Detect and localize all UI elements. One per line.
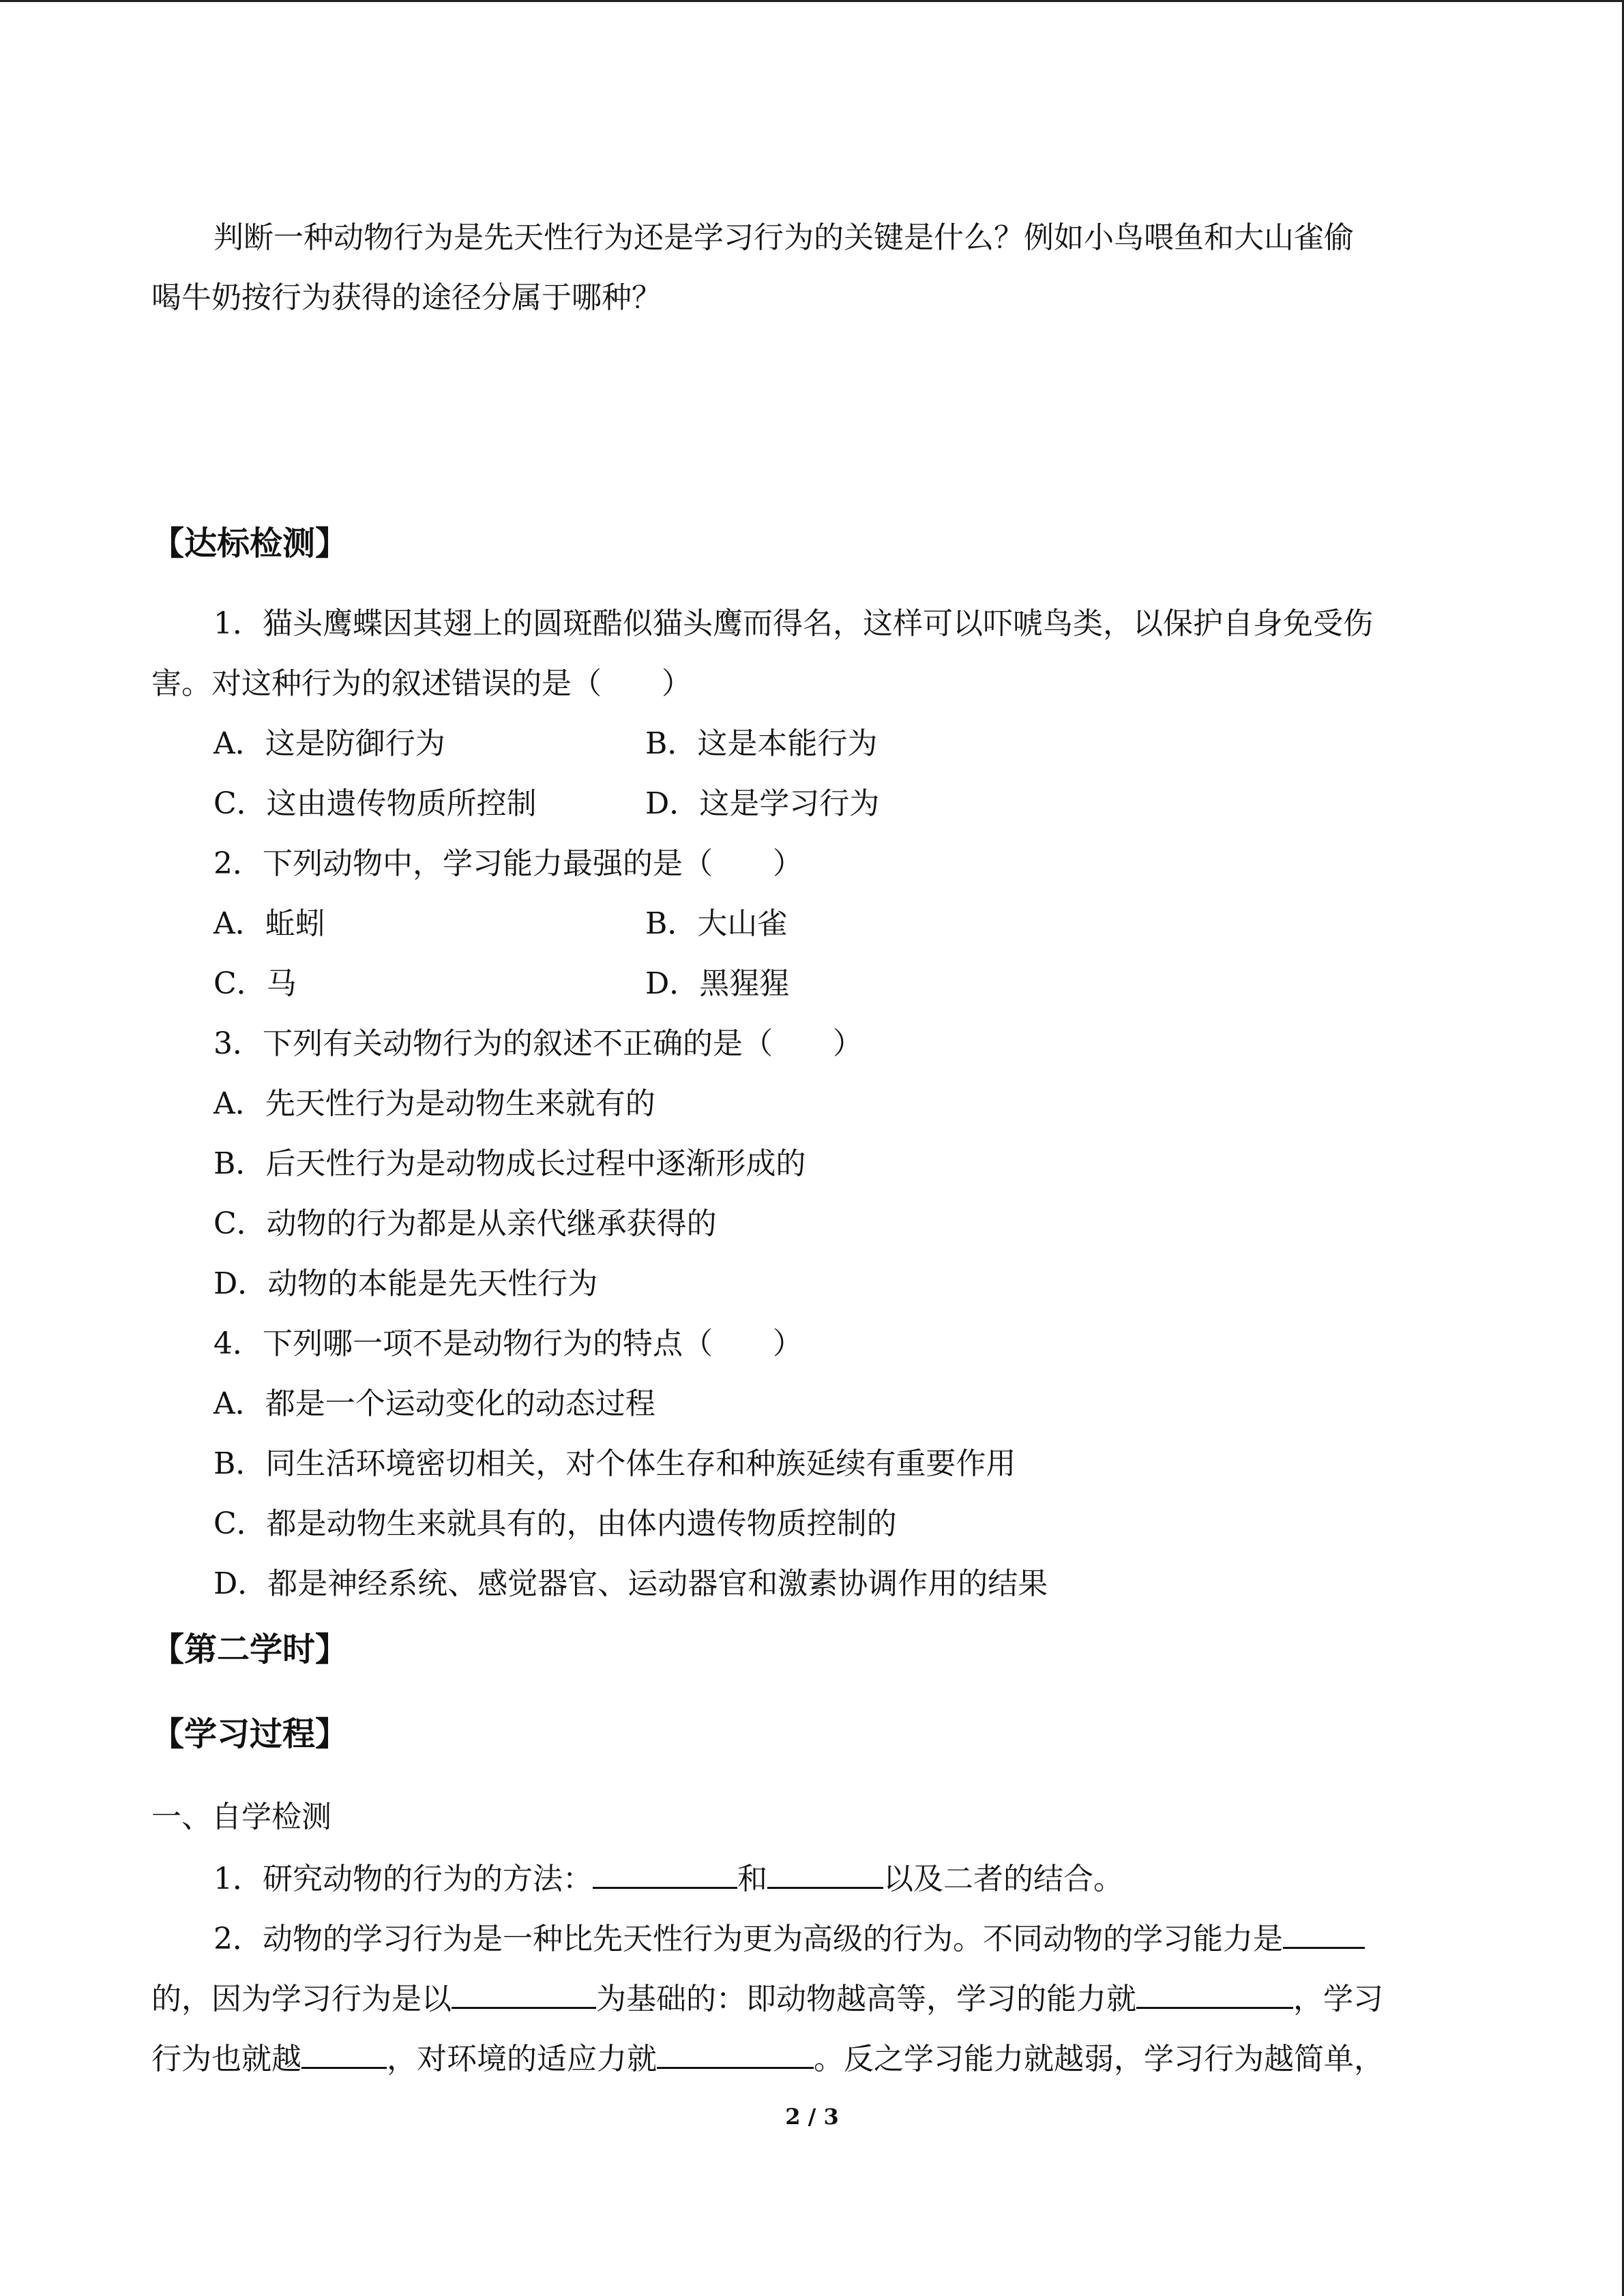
q2-option-c: C．马 (213, 966, 297, 1001)
q1-option-b: B．这是本能行为 (645, 726, 878, 761)
item2-line-1 (213, 1917, 1365, 1958)
page-number: 2 / 3 (785, 2104, 839, 2130)
item2-text-2c: ，学习 (1293, 1982, 1383, 2016)
q2-option-a: A．蚯蚓 (213, 906, 325, 941)
self-study-heading: 一、自学检测 (151, 1800, 331, 1834)
fill-blank[interactable] (593, 1857, 737, 1889)
q1-option-d: D．这是学习行为 (645, 786, 880, 821)
fill-blank[interactable] (452, 1977, 596, 2009)
fill-blank[interactable] (657, 2037, 814, 2069)
q4-option-b: B．同生活环境密切相关，对个体生存和种族延续有重要作用 (213, 1446, 1016, 1481)
q4-stem: 4．下列哪一项不是动物行为的特点（ ） (213, 1326, 803, 1361)
item2-text-2a: 的，因为学习行为是以 (151, 1982, 452, 2016)
item2-text-2b: 为基础的：即动物越高等，学习的能力就 (596, 1982, 1136, 2016)
q4-option-d: D．都是神经系统、感觉器官、运动器官和激素协调作用的结果 (213, 1566, 1048, 1601)
q3-option-a: A．先天性行为是动物生来就有的 (213, 1086, 655, 1121)
heading-learning-process: 【学习过程】 (151, 1715, 349, 1753)
item2-text-1: 2．动物的学习行为是一种比先天性行为更为高级的行为。不同动物的学习能力是 (213, 1922, 1283, 1956)
q1-line-2: 害。对这种行为的叙述错误的是（ ） (151, 666, 692, 701)
heading-check: 【达标检测】 (151, 524, 349, 563)
item2-line-2 (151, 1977, 1383, 2018)
item1-text-3: 以及二者的结合。 (883, 1862, 1123, 1896)
q2-option-d: D．黑猩猩 (645, 966, 790, 1001)
item1-line (213, 1857, 1123, 1898)
intro-line-1: 判断一种动物行为是先天性行为还是学习行为的关键是什么？例如小鸟喂鱼和大山雀偷 (213, 220, 1354, 255)
item2-text-3b: ，对环境的适应力就 (387, 2042, 657, 2076)
fill-blank[interactable] (767, 1857, 883, 1889)
item1-text-2: 和 (737, 1862, 767, 1896)
q2-stem: 2．下列动物中，学习能力最强的是（ ） (213, 846, 803, 881)
q3-stem: 3．下列有关动物行为的叙述不正确的是（ ） (213, 1026, 863, 1061)
heading-second-period: 【第二学时】 (151, 1630, 349, 1669)
fill-blank[interactable] (1283, 1917, 1365, 1949)
item1-text-1: 1．研究动物的行为的方法： (213, 1862, 593, 1896)
q3-option-c: C．动物的行为都是从亲代继承获得的 (213, 1206, 717, 1241)
item2-line-3 (151, 2037, 1384, 2078)
item2-text-3c: 。反之学习能力就越弱，学习行为越简单， (814, 2042, 1384, 2076)
item2-text-3a: 行为也就越 (151, 2042, 301, 2076)
q1-option-a: A．这是防御行为 (213, 726, 445, 761)
q4-option-a: A．都是一个运动变化的动态过程 (213, 1386, 655, 1421)
fill-blank[interactable] (301, 2037, 387, 2069)
fill-blank[interactable] (1136, 1977, 1293, 2009)
q2-option-b: B．大山雀 (645, 906, 788, 941)
q3-option-d: D．动物的本能是先天性行为 (213, 1266, 598, 1301)
q4-option-c: C．都是动物生来就具有的，由体内遗传物质控制的 (213, 1506, 897, 1541)
q1-option-c: C．这由遗传物质所控制 (213, 786, 537, 821)
intro-line-2: 喝牛奶按行为获得的途径分属于哪种？ (151, 280, 662, 315)
q3-option-b: B．后天性行为是动物成长过程中逐渐形成的 (213, 1146, 806, 1181)
q1-line-1: 1．猫头鹰蝶因其翅上的圆斑酷似猫头鹰而得名，这样可以吓唬鸟类，以保护自身免受伤 (213, 606, 1373, 641)
